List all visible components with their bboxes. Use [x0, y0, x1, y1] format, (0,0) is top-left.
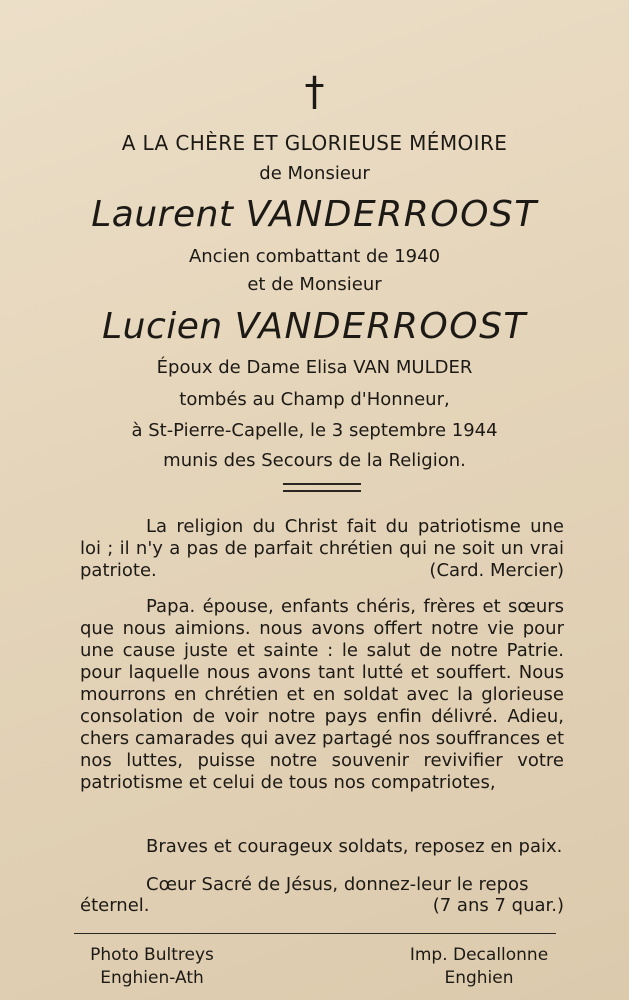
- cross-icon: †: [304, 69, 325, 115]
- deceased-1-name: [0, 194, 629, 235]
- photographer-name: Photo Bultreys: [90, 945, 214, 965]
- fallen-line: tombés au Champ d'Honneur,: [179, 389, 450, 410]
- deceased-2-first-name: Lucien: [102, 306, 223, 347]
- printer-block: [394, 944, 564, 990]
- divider-bottom: [283, 490, 361, 492]
- quote-text: La religion du Christ fait du patriotisme une loi ; il n'y a pas de parfait chrétien qui ne soit un vrai patriote.: [80, 516, 564, 581]
- monsieur-line-1: de Monsieur: [259, 163, 370, 184]
- deceased-1-first-name: Laurent: [91, 194, 234, 235]
- footer-divider: [74, 933, 556, 934]
- dedication-heading: A LA CHÈRE ET GLORIEUSE MÉMOIRE: [121, 131, 508, 155]
- indulgence: (7 ans 7 quar.): [432, 895, 564, 916]
- sacraments-line: munis des Secours de la Religion.: [163, 450, 466, 471]
- monsieur-line-2: et de Monsieur: [247, 274, 382, 295]
- place-date-line: à St-Pierre-Capelle, le 3 septembre 1944: [131, 420, 498, 441]
- soldiers-line: Braves et courageux soldats, reposez en paix.: [146, 836, 563, 857]
- deceased-2-surname: VANDERROOST: [234, 306, 527, 347]
- printer-name: Imp. Decallonne: [409, 945, 549, 965]
- deceased-1-surname: VANDERROOST: [245, 194, 538, 235]
- quote-attribution: (Card. Mercier): [429, 560, 564, 581]
- prayer-line-1: Cœur Sacré de Jésus, donnez-leur le repos: [146, 874, 529, 895]
- prayer-eternel: éternel.: [80, 895, 150, 916]
- divider-top: [283, 483, 361, 485]
- farewell-message: Papa. épouse, enfants chéris, frères et sœurs que nous aimions. nous avons offert notre vie pour une cause juste et sainte : le salut de notre Patrie. pour laquelle nous avons tant lutté et souffert. Nous mourrons en chrétien et en soldat avec la glorieuse consolation de voir notre pays enfin délivré. Adieu, chers camarades qui avez partagé nos souffrances et nos luttes, puisse notre souvenir revivifier votre patriotisme et celui de tous nos compatriotes,: [80, 596, 564, 793]
- deceased-2-name: [0, 306, 629, 347]
- photographer-block: [72, 944, 232, 990]
- patriotism-quote: [80, 516, 564, 582]
- spouse-line: Époux de Dame Elisa VAN MULDER: [156, 357, 473, 378]
- prayer-line-2: [80, 895, 564, 916]
- printer-city: Enghien: [444, 968, 514, 988]
- photographer-city: Enghien-Ath: [100, 968, 204, 988]
- deceased-1-title: Ancien combattant de 1940: [188, 246, 441, 267]
